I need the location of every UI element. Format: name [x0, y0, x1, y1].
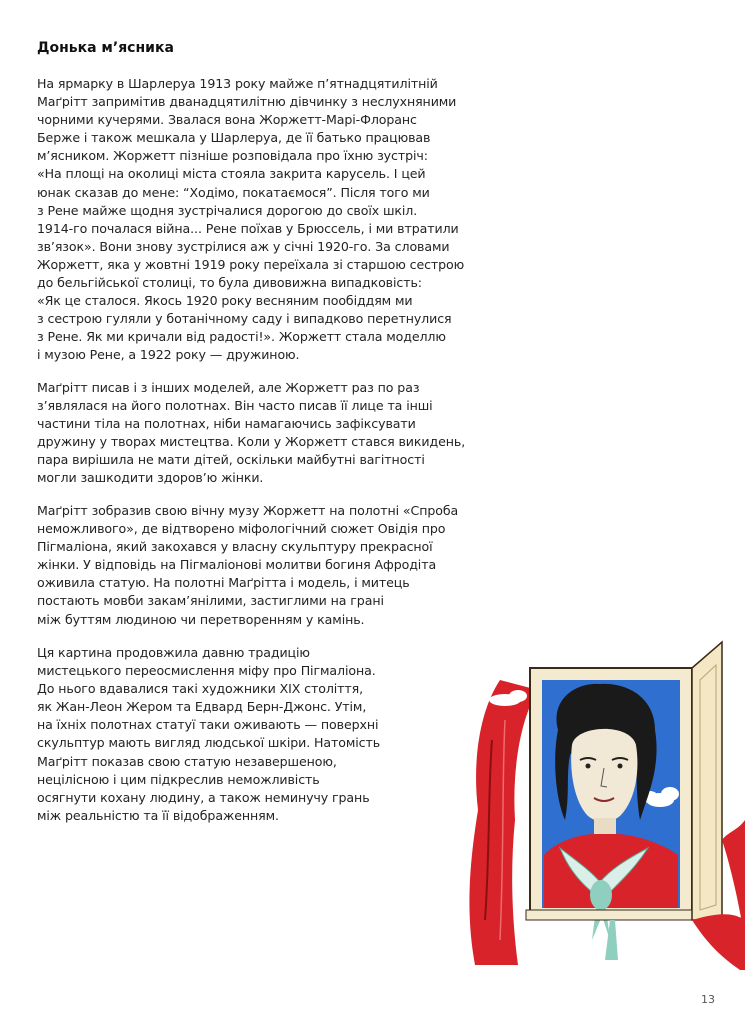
text-line: між реальністю та її відображенням. [37, 807, 279, 823]
text-line: частини тіла на полотнах, ніби намагаючись зафіксувати [37, 416, 416, 432]
text-line: м’ясником. Жоржетт пізніше розповідала про їхню зустріч: [37, 148, 428, 164]
text-line: з Рене. Як ми кричали від радості!». Жоржетт стала моделлю [37, 329, 446, 345]
text-line: Жоржетт, яка у жовтні 1919 року переїхала зі старшою сестрою [37, 256, 465, 272]
text-line: скульптур мають вигляд людської шкіри. Натомість [37, 735, 381, 751]
text-line: Пігмаліона, який закохався у власну скульптуру прекрасної [37, 539, 433, 555]
text-line: «Як це сталося. Якось 1920 року весняним пообіддям ми [37, 293, 413, 309]
text-line: 1914-го почалася війна... Рене поїхав у Брюссель, і ми втратили [37, 220, 459, 236]
section-heading: Донька м’ясника [37, 40, 174, 56]
text-line: Маґрітт запримітив дванадцятилітню дівчинку з неслухняними [37, 94, 457, 110]
right-shutter [692, 642, 722, 920]
text-line: неможливого», де відтворено міфологічний сюжет Овідія про [37, 521, 446, 537]
text-line: нецілісною і цим підкреслив неможливість [37, 771, 320, 787]
right-curtain [692, 914, 745, 970]
text-line: постають мовби закам’янілими, застиглими на грані [37, 593, 384, 609]
paragraph-2 [37, 379, 547, 488]
magritte-window-illustration [460, 620, 745, 980]
text-line: зв’язок». Вони знову зустрілися аж у січні 1920-го. За словами [37, 238, 450, 254]
paragraph-1 [37, 75, 547, 365]
text-line: пара вирішила не мати дітей, оскільки майбутні вагітності [37, 452, 425, 468]
text-line: На ярмарку в Шарлеруа 1913 року майже п’ятнадцятилітній [37, 76, 438, 91]
text-line: як Жан-Леон Жером та Едвард Берн-Джонс. Утім, [37, 699, 367, 715]
text-line: Маґрітт показав свою статую незавершеною, [37, 753, 337, 769]
page-number: 13 [701, 993, 715, 1006]
text-line: До нього вдавалися такі художники XIX століття, [37, 681, 364, 697]
text-line: Ця картина продовжила давню традицію [37, 645, 310, 660]
text-line: жінки. У відповідь на Пігмаліонові молитви богиня Афродіта [37, 557, 437, 573]
text-line: чорними кучерями. Звалася вона Жоржетт-Марі-Флоранс [37, 112, 417, 128]
text-line: дружину у творах мистецтва. Коли у Жоржетт стався викидень, [37, 434, 466, 450]
text-line: Маґрітт зобразив свою вічну музу Жоржетт на полотні «Спроба [37, 503, 459, 518]
text-line: юнак сказав до мене: “Ходімо, покатаємося”. Після того ми [37, 184, 430, 200]
text-line: на їхніх полотнах статуї таки оживають — поверхні [37, 717, 379, 733]
text-line: і музою Рене, а 1922 року — дружиною. [37, 347, 300, 363]
text-line: могли зашкодити здоров’ю жінки. [37, 470, 264, 486]
text-line: до бельгійської столиці, то була дивовижна випадковість: [37, 275, 422, 291]
paragraph-3 [37, 502, 547, 629]
text-line: «На площі на околиці міста стояла закрита карусель. І цей [37, 166, 426, 182]
text-line: Маґрітт писав і з інших моделей, але Жоржетт раз по раз [37, 380, 420, 395]
text-line: між буттям людиною чи перетворенням у камінь. [37, 611, 365, 627]
text-line: з сестрою гуляли у ботанічному саду і випадково перетнулися [37, 311, 452, 327]
left-curtain [469, 680, 538, 965]
text-line: з Рене майже щодня зустрічалися дорогою до своїх шкіл. [37, 202, 418, 218]
text-line: Берже і також мешкала у Шарлеруа, де її батько працював [37, 130, 431, 146]
text-line: мистецького переосмислення міфу про Пігмаліона. [37, 663, 376, 679]
text-line: оживила статую. На полотні Маґрітта і модель, і митець [37, 575, 410, 591]
text-line: осягнути кохану людину, а також неминучу грань [37, 789, 370, 805]
text-line: з’являлася на його полотнах. Він часто писав її лице та інші [37, 398, 433, 414]
